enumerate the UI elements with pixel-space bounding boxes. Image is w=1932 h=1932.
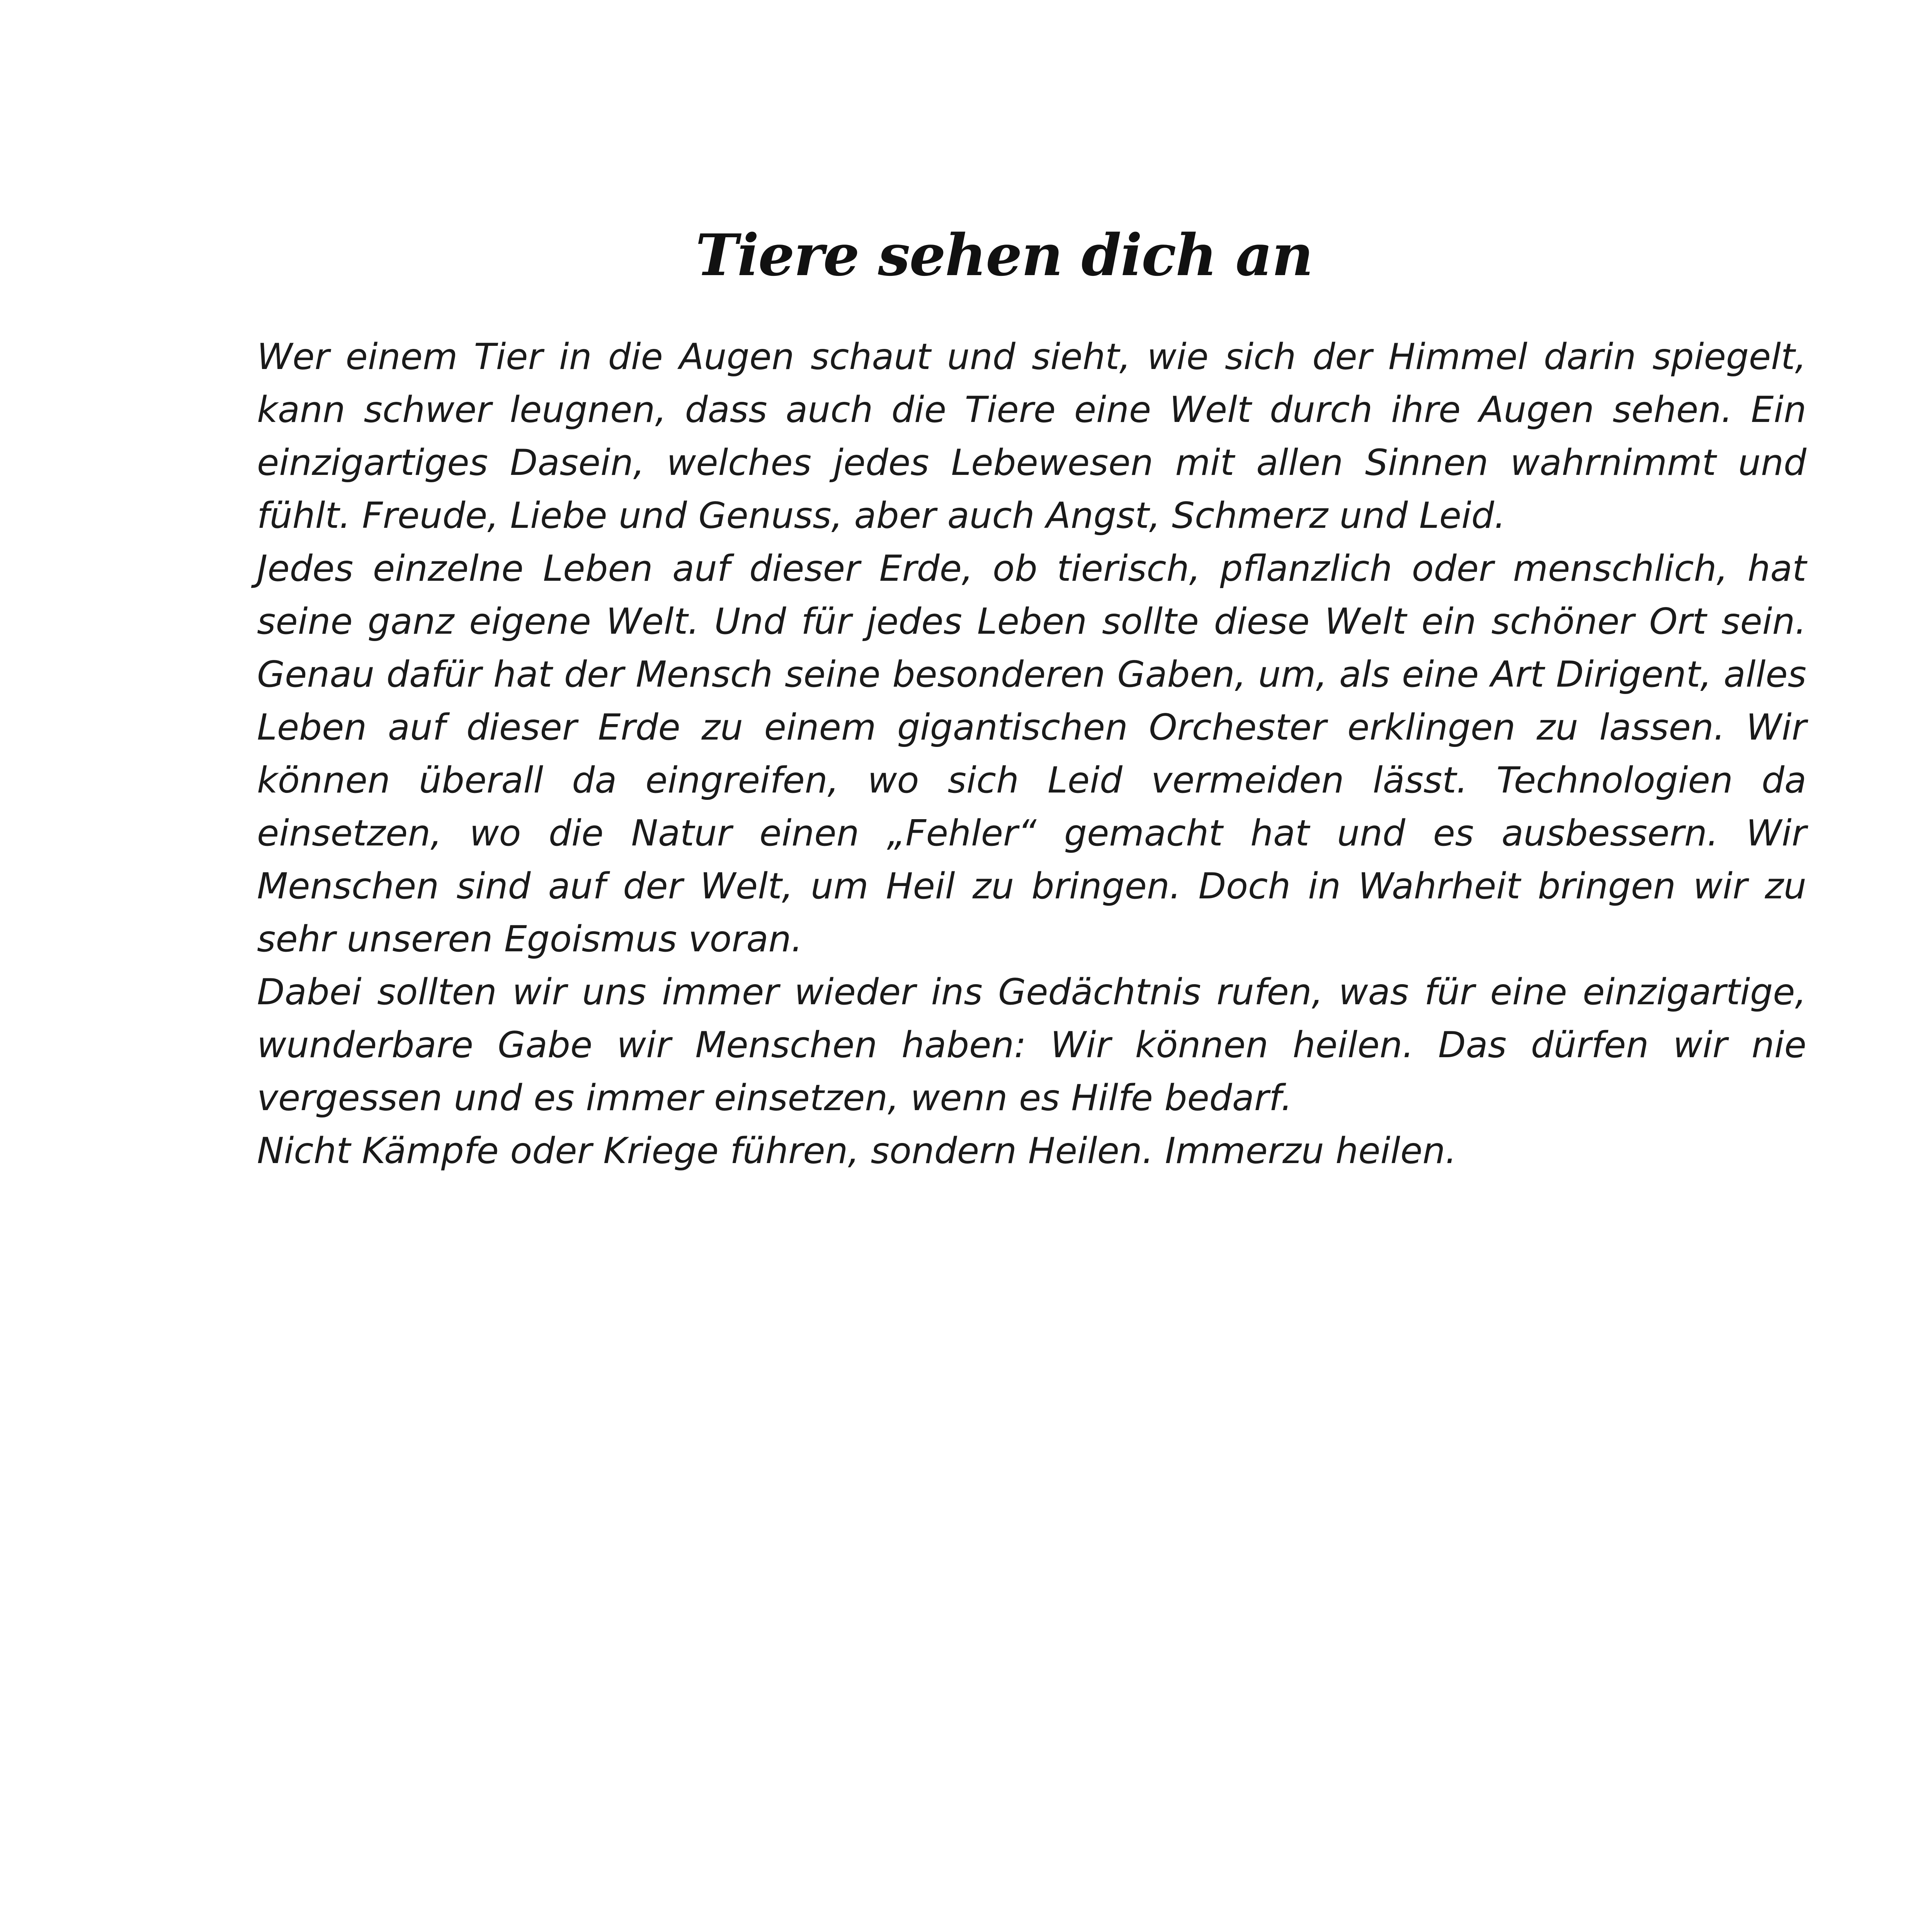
page-title: Tiere sehen dich an xyxy=(695,221,1313,289)
paragraph-3: Dabei sollten wir uns immer wieder ins Gedächtnis rufen, was für eine einzigartige, wunderbare Gabe wir Menschen haben: Wir können heilen. Das dürfen wir nie vergessen und es immer einsetzen, wenn es Hilfe bedarf. xyxy=(257,971,1806,1119)
paragraph-4: Nicht Kämpfe oder Kriege führen, sondern Heilen. Immerzu heilen. xyxy=(257,1130,1457,1172)
paragraph-1: Wer einem Tier in die Augen schaut und sieht, wie sich der Himmel darin spiegelt, kann schwer leugnen, dass auch die Tiere eine Welt durch ihre Augen sehen. Ein einzigartiges Dasein, welches jedes Lebewesen mit allen Sinnen wahrnimmt und fühlt. Freude, Liebe und Genuss, aber auch Angst, Schmerz und Leid. xyxy=(257,336,1806,536)
document-body xyxy=(257,330,1806,1177)
paragraph-2: Jedes einzelne Leben auf dieser Erde, ob tierisch, pflanzlich oder menschlich, hat seine ganz eigene Welt. Und für jedes Leben sollte diese Welt ein schöner Ort sein. Genau dafür hat der Mensch seine besonderen Gaben, um, als eine Art Dirigent, alles Leben auf dieser Erde zu einem gigantischen Orchester erklingen zu lassen. Wir können überall da eingreifen, wo sich Leid vermeiden lässt. Technologien da einsetzen, wo die Natur einen „Fehler“ gemacht hat und es ausbessern. Wir Menschen sind auf der Welt, um Heil zu bringen. Doch in Wahrheit bringen wir zu sehr unseren Egoismus voran. xyxy=(257,548,1806,960)
